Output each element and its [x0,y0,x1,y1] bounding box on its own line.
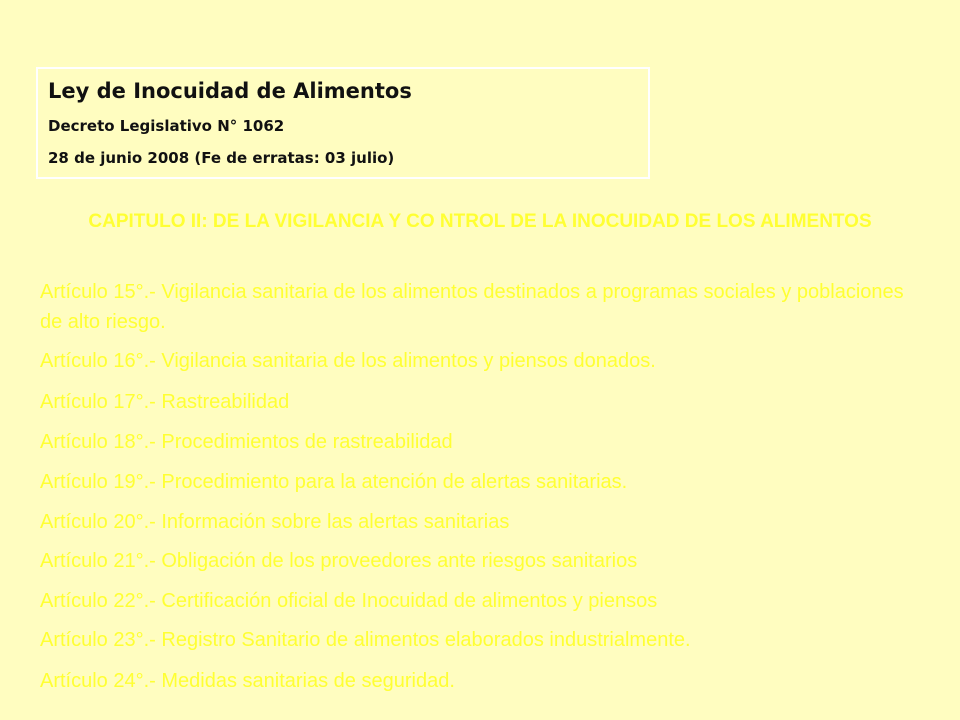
law-date: 28 de junio 2008 (Fe de erratas: 03 julio) [48,149,395,167]
law-title: Ley de Inocuidad de Alimentos [48,79,412,103]
law-header-box [36,67,650,179]
article-18: Artículo 18°.- Procedimientos de rastreabilidad [40,431,453,453]
article-15: Artículo 15°.- Vigilancia sanitaria de los alimentos destinados a programas sociales y poblaciones de alto riesgo. [40,281,904,333]
article-16: Artículo 16°.- Vigilancia sanitaria de los alimentos y piensos donados. [40,350,656,372]
article-17: Artículo 17°.- Rastreabilidad [40,391,290,413]
article-21: Artículo 21°.- Obligación de los proveedores ante riesgos sanitarios [40,550,638,572]
article-20: Artículo 20°.- Información sobre las alertas sanitarias [40,511,510,533]
article-24: Artículo 24°.- Medidas sanitarias de seguridad. [40,670,455,692]
article-19: Artículo 19°.- Procedimiento para la atención de alertas sanitarias. [40,471,628,493]
decree-number: Decreto Legislativo N° 1062 [48,117,285,135]
chapter-title: CAPITULO II: DE LA VIGILANCIA Y CO NTROL DE LA INOCUIDAD DE LOS ALIMENTOS [88,211,872,232]
article-22: Artículo 22°.- Certificación oficial de Inocuidad de alimentos y piensos [40,590,658,612]
article-23: Artículo 23°.- Registro Sanitario de alimentos elaborados industrialmente. [40,629,691,651]
